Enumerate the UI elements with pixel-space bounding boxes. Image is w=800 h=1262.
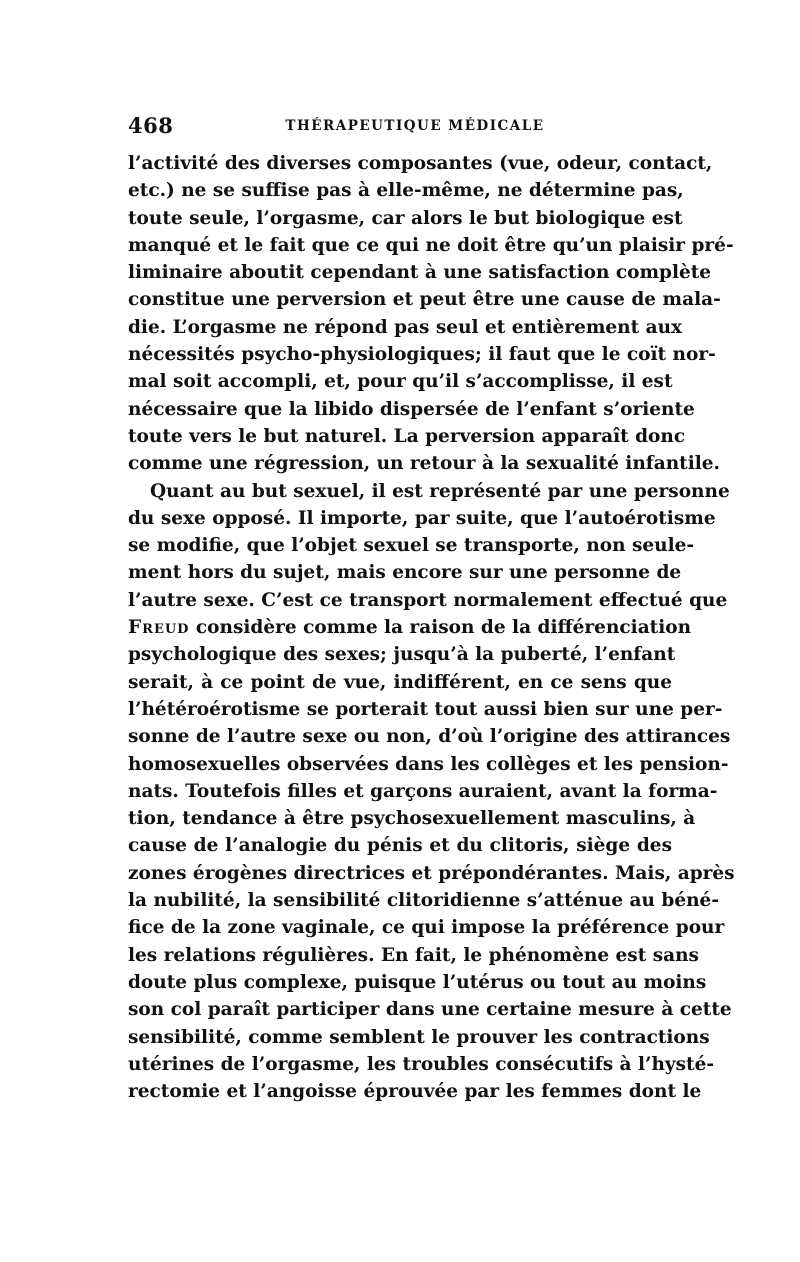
paragraph-start-line: Quant au but sexuel, il est représenté par une personne bbox=[150, 480, 730, 502]
text-line: les relations régulières. En fait, le phénomène est sans bbox=[128, 944, 699, 966]
text-line: son col paraît participer dans une certaine mesure à cette bbox=[128, 999, 732, 1021]
text-line: mal soit accompli, et, pour qu’il s’accomplisse, il est bbox=[128, 371, 673, 393]
text-line: nats. Toutefois filles et garçons auraient, avant la forma- bbox=[128, 780, 718, 802]
page-header bbox=[128, 113, 672, 139]
text-line: toute seule, l’orgasme, car alors le but biologique est bbox=[128, 207, 683, 229]
text-line: serait, à ce point de vue, indifférent, en ce sens que bbox=[128, 671, 672, 693]
running-head: THÉRAPEUTIQUE MÉDICALE bbox=[285, 118, 545, 134]
text-line: doute plus complexe, puisque l’utérus ou tout au moins bbox=[128, 971, 707, 993]
text-line: die. L’orgasme ne répond pas seul et entièrement aux bbox=[128, 316, 683, 338]
page-number: 468 bbox=[128, 113, 174, 138]
text-line: rectomie et l’angoisse éprouvée par les femmes dont le bbox=[128, 1081, 702, 1103]
text-line: l’hétéroérotisme se porterait tout aussi bien sur une per- bbox=[128, 698, 723, 720]
text-line: constitue une perversion et peut être une cause de mala- bbox=[128, 289, 721, 311]
text-line: sonne de l’autre sexe ou non, d’où l’origine des attirances bbox=[128, 726, 731, 748]
text-line: zones érogènes directrices et prépondérantes. Mais, après bbox=[128, 862, 735, 884]
text-line: se modifie, que l’objet sexuel se transporte, non seule- bbox=[128, 535, 695, 557]
text-line: manqué et le fait que ce qui ne doit être qu’un plaisir pré- bbox=[128, 234, 734, 256]
text-line-with-author bbox=[128, 614, 692, 641]
text-line: ment hors du sujet, mais encore sur une personne de bbox=[128, 562, 682, 584]
text-line: nécessités psycho-physiologiques; il faut que le coït nor- bbox=[128, 344, 716, 366]
text-line: l’activité des diverses composantes (vue, odeur, contact, bbox=[128, 153, 713, 174]
text-line-rest: considère comme la raison de la différenciation bbox=[195, 617, 692, 639]
text-line: utérines de l’orgasme, les troubles consécutifs à l’hysté- bbox=[128, 1053, 715, 1075]
text-line: liminaire aboutit cependant à une satisfaction complète bbox=[128, 262, 712, 284]
text-line: nécessaire que la libido dispersée de l’enfant s’oriente bbox=[128, 398, 695, 420]
text-line: comme une régression, un retour à la sexualité infantile. bbox=[128, 453, 720, 475]
text-line: fice de la zone vaginale, ce qui impose la préférence pour bbox=[128, 917, 725, 939]
text-line: cause de l’analogie du pénis et du clitoris, siège des bbox=[128, 835, 672, 857]
text-line: sensibilité, comme semblent le prouver les contractions bbox=[128, 1026, 710, 1048]
text-line: la nubilité, la sensibilité clitoridienne s’atténue au béné- bbox=[128, 890, 720, 912]
text-line: du sexe opposé. Il importe, par suite, que l’autoérotisme bbox=[128, 507, 716, 529]
text-line: psychologique des sexes; jusqu’à la puberté, l’enfant bbox=[128, 644, 676, 666]
author-name: Freud bbox=[128, 617, 190, 639]
text-line: toute vers le but naturel. La perversion apparaît donc bbox=[128, 425, 686, 447]
body-text bbox=[128, 150, 735, 1105]
text-line: l’autre sexe. C’est ce transport normalement effectué que bbox=[128, 589, 728, 611]
text-line: etc.) ne se suffise pas à elle-même, ne détermine pas, bbox=[128, 180, 684, 202]
text-line: homosexuelles observées dans les collèges et les pension- bbox=[128, 753, 729, 775]
text-line: tion, tendance à être psychosexuellement masculins, à bbox=[128, 808, 696, 830]
